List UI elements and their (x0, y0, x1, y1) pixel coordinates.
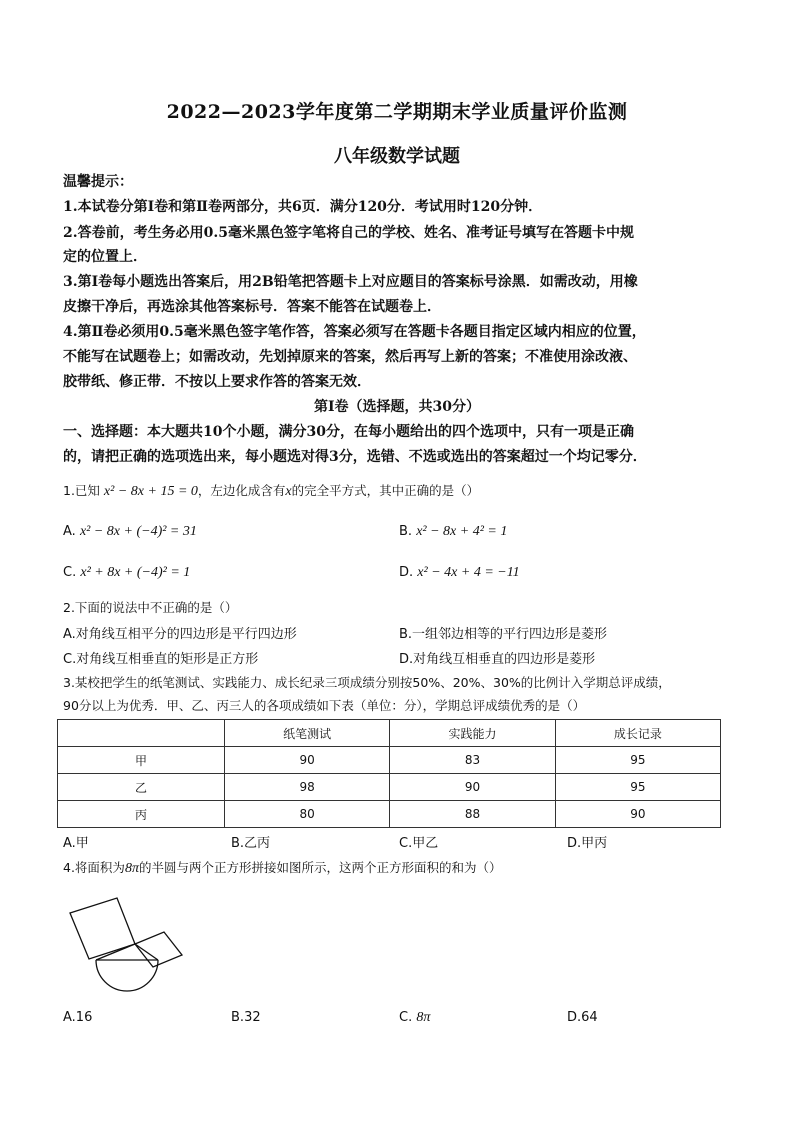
tips-line: 胶带纸、修正带．不按以上要求作答的答案无效． (63, 374, 371, 390)
tips-line: 皮擦干净后，再选涂其他答案标号．答案不能答在试题卷上． (63, 299, 441, 315)
semicircle-squares-figure (60, 882, 190, 1002)
triangle-leg (96, 944, 135, 960)
q1-option-a[interactable]: A. x² − 8x + (−4)² = 31 (63, 524, 197, 539)
q3-option-c[interactable]: C.甲乙 (399, 836, 439, 851)
q4-option-b[interactable]: B.32 (231, 1010, 261, 1025)
tips-line: 不能写在试题卷上；如需改动，先划掉原来的答案，然后再写上新的答案；不准使用涂改液、 (63, 349, 637, 365)
q2-option-c[interactable]: C.对角线互相垂直的矩形是正方形 (63, 652, 259, 667)
table-cell: 83 (390, 747, 555, 774)
table-cell: 90 (225, 747, 390, 774)
q2-option-d[interactable]: D.对角线互相垂直的四边形是菱形 (399, 652, 596, 667)
tips-heading: 温馨提示： (63, 174, 133, 190)
q2-option-b[interactable]: B.一组邻边相等的平行四边形是菱形 (399, 627, 608, 642)
table-row (58, 801, 721, 828)
q4-option-a[interactable]: A.16 (63, 1010, 93, 1025)
table-cell: 98 (225, 774, 390, 801)
table-cell: 95 (555, 747, 720, 774)
q3-option-d[interactable]: D.甲丙 (567, 836, 608, 851)
table-header-row (58, 720, 721, 747)
table-cell: 90 (555, 801, 720, 828)
q1-option-c[interactable]: C. x² + 8x + (−4)² = 1 (63, 565, 191, 580)
q3-option-b[interactable]: B.乙丙 (231, 836, 271, 851)
table-cell: 甲 (58, 747, 225, 774)
question-3-stem: 3.某校把学生的纸笔测试、实践能力、成长纪录三项成绩分别按50%、20%、30%的比例计入学期总评成绩， (63, 675, 671, 690)
table-cell: 乙 (58, 774, 225, 801)
table-header-cell: 纸笔测试 (225, 720, 390, 747)
table-cell: 90 (390, 774, 555, 801)
q3-option-a[interactable]: A.甲 (63, 836, 89, 851)
section-instructions: 一、选择题：本大题共10个小题，满分30分，在每小题给出的四个选项中，只有一项是正确 (63, 424, 634, 440)
large-square-shape (70, 898, 135, 959)
q1-option-d[interactable]: D. x² − 4x + 4 = −11 (399, 565, 520, 580)
question-1-stem: 1.已知 x² − 8x + 15 = 0，左边化成含有x的完全平方式，其中正确的是（） (63, 483, 480, 499)
question-2-stem: 2.下面的说法中不正确的是（） (63, 600, 238, 615)
section-instructions: 的，请把正确的选项选出来，每小题选对得3分，选错、不选或选出的答案超过一个均记零分． (63, 449, 647, 465)
score-table (57, 719, 721, 828)
table-row (58, 774, 721, 801)
exam-title: 2022—2023学年度第二学期期末学业质量评价监测 (166, 101, 628, 123)
semicircle-shape (96, 960, 158, 991)
q1-equation: x² − 8x + 15 = 0 (103, 484, 198, 499)
section-title: 第Ⅰ卷（选择题，共30分） (313, 399, 481, 415)
table-cell: 丙 (58, 801, 225, 828)
table-cell: 88 (390, 801, 555, 828)
table-header-cell: 实践能力 (390, 720, 555, 747)
tips-line: 2.答卷前，考生务必用0.5毫米黑色签字笔将自己的学校、姓名、准考证号填写在答题卡中规 (63, 225, 634, 241)
q4-option-d[interactable]: D.64 (567, 1010, 598, 1025)
exam-subtitle: 八年级数学试题 (334, 146, 460, 167)
tips-line: 1.本试卷分第Ⅰ卷和第Ⅱ卷两部分，共6页．满分120分．考试用时120分钟． (63, 199, 543, 215)
q2-option-a[interactable]: A.对角线互相平分的四边形是平行四边形 (63, 627, 297, 642)
question-4-stem: 4.将面积为8π的半圆与两个正方形拼接如图所示，这两个正方形面积的和为（） (63, 860, 502, 876)
triangle-leg (135, 944, 158, 960)
tips-line: 定的位置上． (63, 249, 147, 265)
table-row (58, 747, 721, 774)
q1-option-b[interactable]: B. x² − 8x + 4² = 1 (399, 524, 508, 539)
tips-line: 4.第Ⅱ卷必须用0.5毫米黑色签字笔作答，答案必须写在答题卡各题目指定区域内相应的位置， (63, 324, 646, 340)
tips-line: 3.第Ⅰ卷每小题选出答案后，用2B铅笔把答题卡上对应题目的答案标号涂黑．如需改动，用橡 (63, 274, 638, 290)
table-cell: 95 (555, 774, 720, 801)
table-header-cell: 成长记录 (555, 720, 720, 747)
table-header-cell (58, 720, 225, 747)
table-cell: 80 (225, 801, 390, 828)
question-3-stem: 90分以上为优秀．甲、乙、丙三人的各项成绩如下表（单位：分），学期总评成绩优秀的是（） (63, 698, 586, 713)
q4-option-c[interactable]: C. 8π (399, 1010, 431, 1025)
